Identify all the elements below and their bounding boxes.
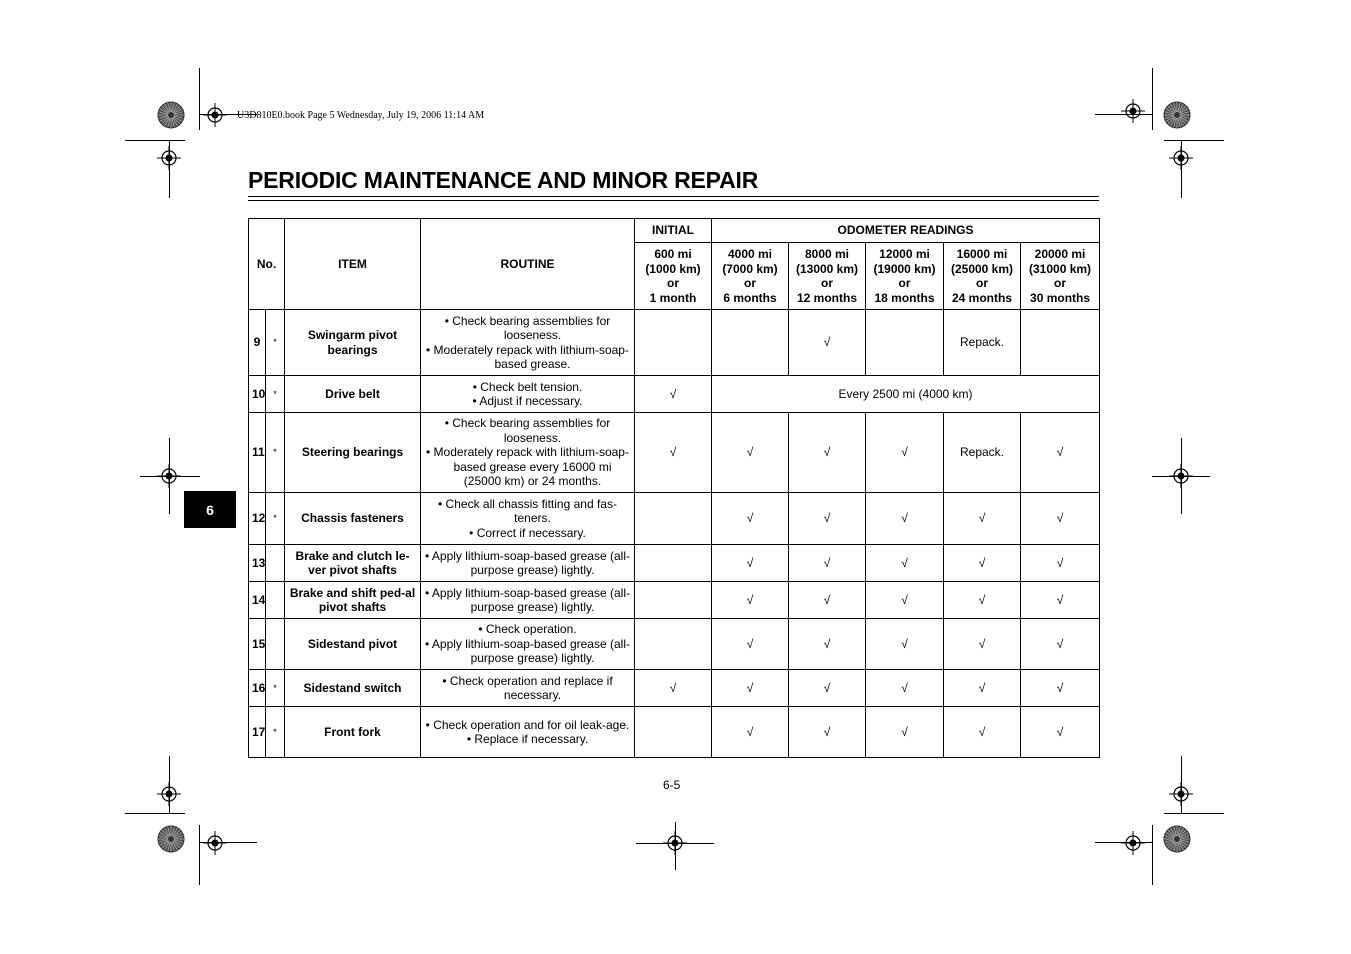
routine-step: • Adjust if necessary. <box>472 394 583 408</box>
header-interval-line: (19000 km) <box>873 261 936 276</box>
header-interval <box>635 243 712 310</box>
interval-cell: √ <box>789 493 866 545</box>
header-interval-line: (1000 km) <box>645 261 701 276</box>
dealer-service-mark: * <box>266 670 285 707</box>
interval-cell: √ <box>712 413 789 493</box>
row-number: 15 <box>249 619 266 670</box>
interval-cell: √ <box>1021 670 1100 707</box>
crop-mark-line <box>1164 140 1224 141</box>
interval-cell <box>635 310 712 376</box>
routine-cell <box>421 493 635 545</box>
print-header-line: U3D810E0.book Page 5 Wednesday, July 19, 2006 11:14 AM <box>237 110 485 121</box>
table-row <box>249 310 1100 376</box>
header-interval <box>944 243 1021 310</box>
crop-mark-line <box>1152 68 1153 130</box>
row-number: 9 <box>249 310 266 376</box>
routine-step: • Check belt tension. <box>472 379 583 394</box>
table-row <box>249 413 1100 493</box>
interval-cell: Repack. <box>944 310 1021 376</box>
interval-cell: √ <box>712 493 789 545</box>
header-interval <box>1021 243 1100 310</box>
interval-cell: √ <box>1021 619 1100 670</box>
header-interval-line: 18 months <box>874 290 935 305</box>
header-interval <box>712 243 789 310</box>
header-interval-line: or <box>976 276 988 290</box>
dealer-service-mark: * <box>266 413 285 493</box>
table-row <box>249 707 1100 758</box>
routine-step: • Check operation and replace if necessary. <box>442 673 613 702</box>
interval-cell: √ <box>789 545 866 582</box>
item-name: Brake and clutch le-ver pivot shafts <box>285 545 421 582</box>
maintenance-table <box>248 218 1100 758</box>
header-interval-line: (7000 km) <box>722 261 778 276</box>
interval-cell: √ <box>789 619 866 670</box>
routine-step: • Replace if necessary. <box>466 732 589 746</box>
item-name: Front fork <box>285 707 421 758</box>
routine-cell <box>421 707 635 758</box>
header-interval-line: or <box>1054 276 1067 290</box>
header-item: ITEM <box>285 219 421 310</box>
interval-cell: √ <box>1021 582 1100 619</box>
item-name: Drive belt <box>285 376 421 413</box>
item-name: Brake and shift ped-al pivot shafts <box>285 582 421 619</box>
interval-cell: √ <box>866 582 944 619</box>
interval-cell: √ <box>712 670 789 707</box>
header-interval <box>789 243 866 310</box>
crop-mark-line <box>1164 813 1224 814</box>
interval-cell: √ <box>1021 413 1100 493</box>
interval-cell: √ <box>712 707 789 758</box>
routine-step: • Apply lithium-soap-based grease (all-purpose grease) lightly. <box>425 636 630 666</box>
registration-crosshair-mark <box>203 103 227 127</box>
table-row <box>249 619 1100 670</box>
registration-crosshair-mark <box>1121 831 1145 855</box>
header-no: No. <box>249 219 285 310</box>
table-row <box>249 545 1100 582</box>
interval-cell <box>635 493 712 545</box>
row-number: 10 <box>249 376 266 413</box>
registration-crosshair-mark <box>1121 99 1145 123</box>
interval-cell: √ <box>1021 545 1100 582</box>
crop-mark-line <box>125 140 185 141</box>
crop-mark-line <box>125 813 185 814</box>
header-interval-line: 600 mi <box>654 247 692 261</box>
crop-mark-line <box>199 68 200 130</box>
header-interval-line: 12000 mi <box>879 247 930 261</box>
header-interval-line: or <box>898 276 911 290</box>
interval-cell: √ <box>712 619 789 670</box>
routine-step: • Check operation. <box>478 622 577 637</box>
routine-cell <box>421 582 635 619</box>
interval-cell: √ <box>866 619 944 670</box>
interval-cell: √ <box>944 545 1021 582</box>
interval-cell: √ <box>866 707 944 758</box>
crop-mark-line <box>199 842 257 843</box>
header-interval-line: (13000 km) <box>795 261 859 276</box>
routine-step: • Moderately repack with lithium-soap-based grease. <box>426 342 629 371</box>
dealer-service-mark: * <box>266 493 285 545</box>
row-number: 17 <box>249 707 266 758</box>
table-row <box>249 493 1100 545</box>
routine-step: • Moderately repack with lithium-soap-based grease every 16000 mi (25000 km) or 24 months. <box>426 445 629 489</box>
interval-cell: √ <box>635 376 712 413</box>
routine-step: • Check operation and for oil leak-age. <box>425 717 630 732</box>
crop-mark-line <box>675 822 676 870</box>
interval-cell: √ <box>789 670 866 707</box>
page-title: PERIODIC MAINTENANCE AND MINOR REPAIR <box>248 167 759 193</box>
crop-mark-line <box>1181 140 1182 198</box>
registration-disc-mark <box>1163 101 1191 129</box>
chapter-tab: 6 <box>184 491 236 528</box>
crop-mark-line <box>1152 825 1153 885</box>
row-number: 13 <box>249 545 266 582</box>
header-interval-line: (25000 km) <box>950 261 1014 276</box>
header-interval-line: 1 month <box>649 290 697 305</box>
interval-cell: √ <box>789 707 866 758</box>
routine-cell <box>421 376 635 413</box>
routine-step: • Apply lithium-soap-based grease (all-purpose grease) lightly. <box>425 548 630 577</box>
item-name: Sidestand pivot <box>285 619 421 670</box>
interval-cell <box>866 310 944 376</box>
item-name: Swingarm pivot bearings <box>285 310 421 376</box>
routine-cell <box>421 413 635 493</box>
header-interval-line: or <box>667 276 679 290</box>
table-row <box>249 582 1100 619</box>
interval-cell <box>712 310 789 376</box>
crop-mark-line <box>1095 842 1153 843</box>
crop-mark-line <box>199 825 200 885</box>
interval-cell <box>635 619 712 670</box>
routine-step: • Apply lithium-soap-based grease (all-purpose grease) lightly. <box>425 585 630 614</box>
interval-cell: √ <box>944 670 1021 707</box>
header-interval-line: or <box>744 276 756 290</box>
header-interval-line: (31000 km) <box>1029 261 1092 276</box>
crop-mark-line <box>169 140 170 198</box>
interval-cell: √ <box>712 582 789 619</box>
crop-mark-line <box>140 476 200 477</box>
interval-cell: √ <box>789 582 866 619</box>
title-rule-bottom <box>248 200 1099 201</box>
interval-cell: √ <box>866 413 944 493</box>
crop-mark-line <box>1095 114 1153 115</box>
dealer-service-mark <box>266 582 285 619</box>
dealer-service-mark: * <box>266 376 285 413</box>
interval-cell: √ <box>635 670 712 707</box>
header-interval-line: 16000 mi <box>956 247 1008 261</box>
header-interval-line: 30 months <box>1030 290 1091 305</box>
routine-step: • Correct if necessary. <box>469 525 586 540</box>
routine-step: • Check bearing assemblies for looseness. <box>444 313 611 342</box>
header-interval-line: 8000 mi <box>804 247 850 261</box>
interval-cell: √ <box>866 670 944 707</box>
header-interval-line: 4000 mi <box>727 247 773 261</box>
routine-cell <box>421 545 635 582</box>
page-number: 6-5 <box>663 778 681 792</box>
interval-cell: √ <box>789 413 866 493</box>
interval-cell: √ <box>866 545 944 582</box>
interval-cell: √ <box>944 493 1021 545</box>
interval-cell: √ <box>635 413 712 493</box>
header-odometer-readings: ODOMETER READINGS <box>712 219 1100 243</box>
row-number: 16 <box>249 670 266 707</box>
interval-cell: √ <box>1021 707 1100 758</box>
dealer-service-mark: * <box>266 707 285 758</box>
header-interval-line: 20000 mi <box>1034 247 1086 261</box>
crop-mark-line <box>169 756 170 814</box>
table-row <box>249 376 1100 413</box>
interval-cell: √ <box>712 545 789 582</box>
crop-mark-line <box>1152 476 1210 477</box>
registration-disc-mark <box>1163 825 1191 853</box>
dealer-service-mark: * <box>266 310 285 376</box>
header-interval-line: 12 months <box>796 290 857 305</box>
row-number: 11 <box>249 413 266 493</box>
interval-cell: √ <box>1021 493 1100 545</box>
interval-cell: √ <box>944 582 1021 619</box>
interval-cell <box>635 707 712 758</box>
routine-cell <box>421 670 635 707</box>
routine-step: • Check bearing assemblies for looseness. <box>444 416 611 445</box>
interval-cell <box>635 582 712 619</box>
crop-mark-line <box>636 843 714 844</box>
dealer-service-mark <box>266 619 285 670</box>
item-name: Sidestand switch <box>285 670 421 707</box>
header-interval-line: or <box>821 276 833 290</box>
item-name: Chassis fasteners <box>285 493 421 545</box>
dealer-service-mark <box>266 545 285 582</box>
interval-cell: √ <box>866 493 944 545</box>
table-header-row-1 <box>249 219 1100 243</box>
header-routine: ROUTINE <box>421 219 635 310</box>
header-interval-line: 24 months <box>951 290 1012 305</box>
interval-cell: √ <box>944 619 1021 670</box>
registration-crosshair-mark <box>203 831 227 855</box>
item-name: Steering bearings <box>285 413 421 493</box>
row-number: 14 <box>249 582 266 619</box>
crop-mark-line <box>1181 756 1182 814</box>
header-initial: INITIAL <box>635 219 712 243</box>
interval-cell: √ <box>789 310 866 376</box>
title-rule-top <box>248 196 1099 197</box>
row-number: 12 <box>249 493 266 545</box>
table-row <box>249 670 1100 707</box>
header-interval <box>866 243 944 310</box>
interval-cell <box>635 545 712 582</box>
header-interval-line: 6 months <box>723 290 777 305</box>
routine-cell <box>421 310 635 376</box>
interval-span-note: Every 2500 mi (4000 km) <box>712 376 1100 413</box>
registration-disc-mark <box>157 825 185 853</box>
interval-cell: √ <box>944 707 1021 758</box>
routine-step: • Check all chassis fitting and fas-teners. <box>438 496 617 526</box>
registration-disc-mark <box>157 101 185 129</box>
routine-cell <box>421 619 635 670</box>
interval-cell: Repack. <box>944 413 1021 493</box>
interval-cell <box>1021 310 1100 376</box>
